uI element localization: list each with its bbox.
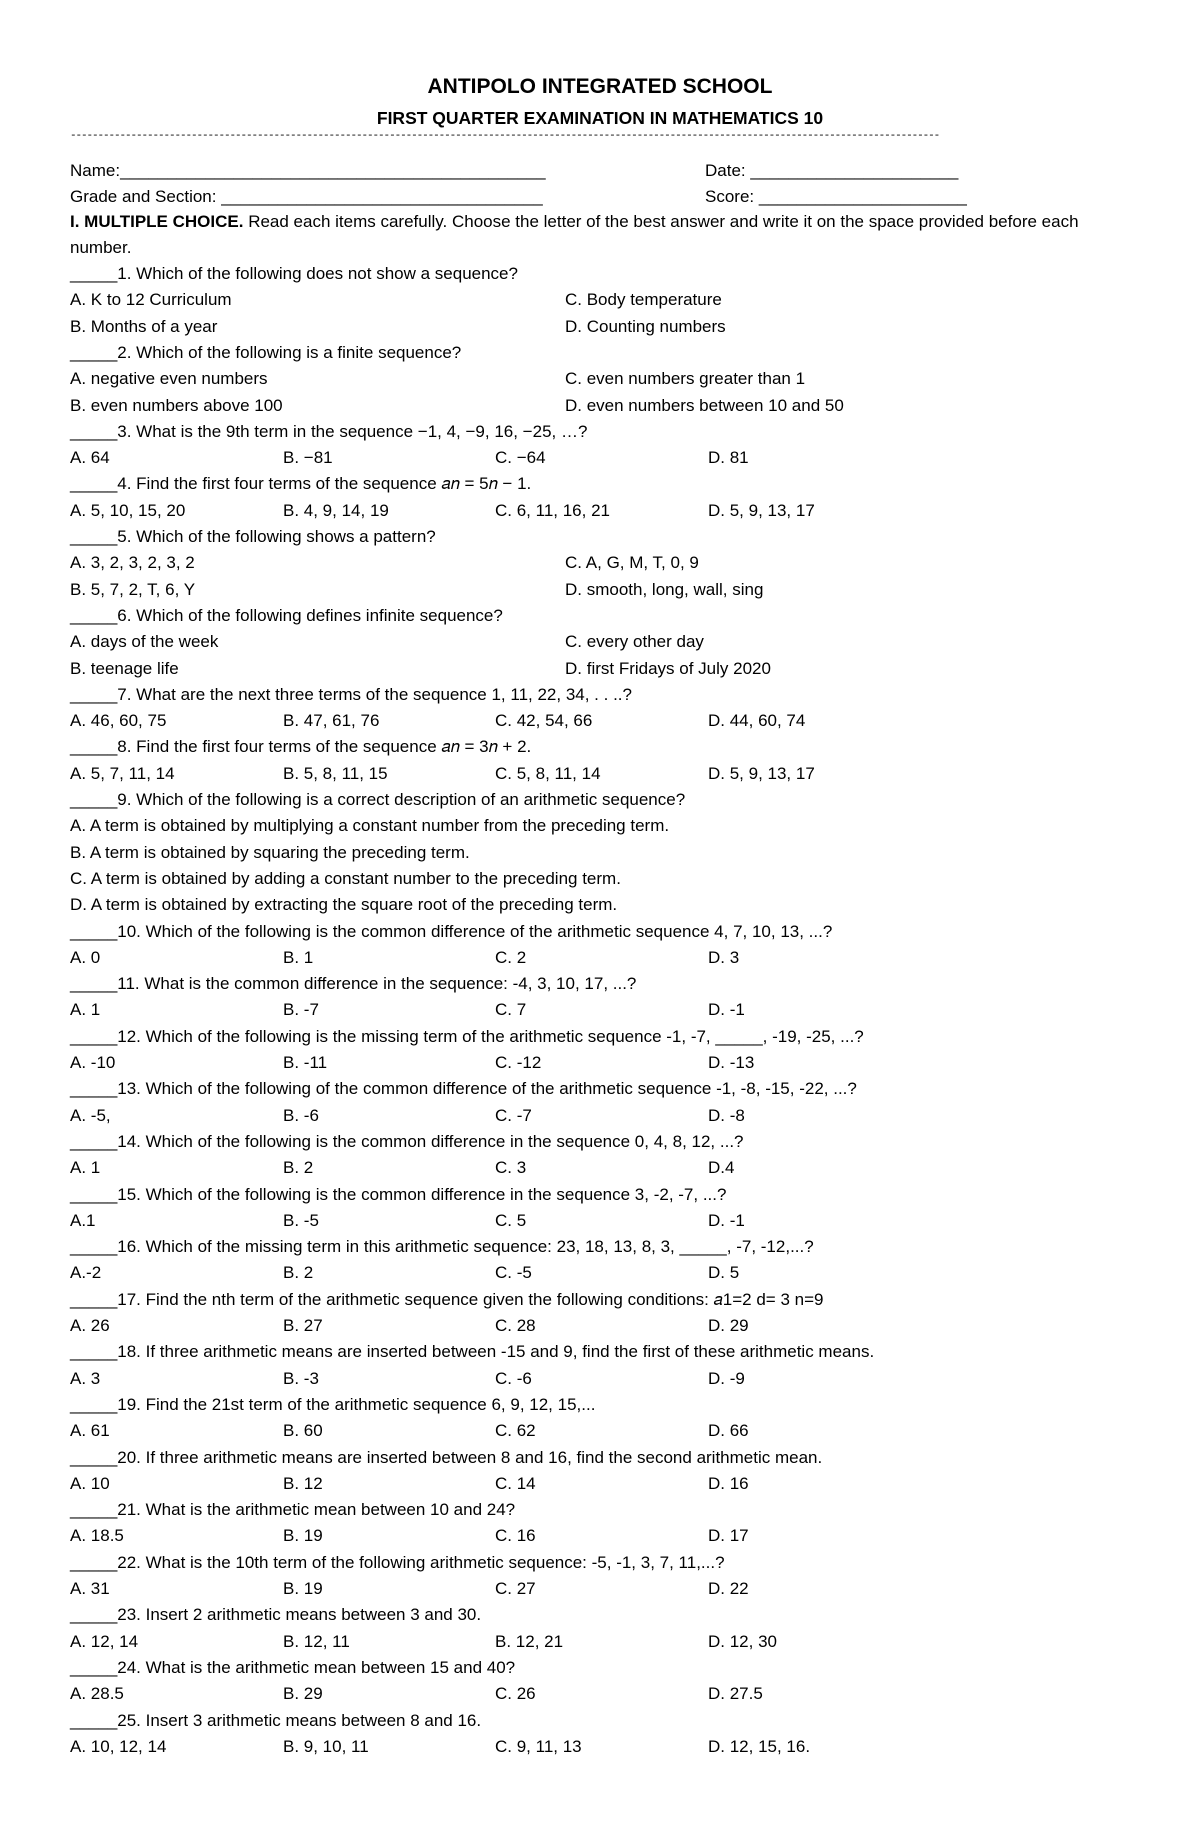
question-12: _____12. Which of the following is the missing term of the arithmetic sequence -1, -7, _____, -19, -25, ...? bbox=[70, 1026, 864, 1046]
choice-12-a: A. -10 bbox=[70, 1053, 116, 1072]
choice-19-b: B. 60 bbox=[283, 1421, 323, 1441]
question-16: _____16. Which of the missing term in this arithmetic sequence: 23, 18, 13, 8, 3, _____, -7, -12,...? bbox=[70, 1237, 814, 1257]
choice-17-c: C. 28 bbox=[495, 1316, 536, 1335]
choice-13-a: A. -5, bbox=[70, 1105, 111, 1125]
question-15: _____15. Which of the following is the common difference in the sequence 3, -2, -7, ...? bbox=[70, 1184, 727, 1204]
question-22: _____22. What is the 10th term of the following arithmetic sequence: -5, -1, 3, 7, 11,...? bbox=[70, 1552, 725, 1572]
choice-12-b: B. -11 bbox=[283, 1053, 328, 1072]
choice-11-b: B. -7 bbox=[283, 1000, 319, 1020]
choice-15-a: A.1 bbox=[70, 1210, 96, 1230]
choice-23-c: B. 12, 21 bbox=[495, 1631, 564, 1651]
choice-4-b: B. 4, 9, 14, 19 bbox=[283, 500, 389, 520]
choice-20-b: B. 12 bbox=[283, 1473, 323, 1493]
choice-17-b: B. 27 bbox=[283, 1316, 323, 1335]
choice-2-c: C. even numbers greater than 1 bbox=[565, 369, 806, 389]
choice-6-b: B. teenage life bbox=[70, 658, 179, 678]
choice-9-a: A. A term is obtained by multiplying a constant number from the preceding term. bbox=[70, 816, 670, 836]
choice-24-c: C. 26 bbox=[495, 1684, 536, 1704]
choice-9-c: C. A term is obtained by adding a constant number to the preceding term. bbox=[70, 868, 621, 888]
choice-8-d: D. 5, 9, 13, 17 bbox=[708, 763, 815, 783]
choice-1-c: C. Body temperature bbox=[565, 290, 722, 310]
choice-14-b: B. 2 bbox=[283, 1158, 314, 1178]
question-14: _____14. Which of the following is the common difference in the sequence 0, 4, 8, 12, ...? bbox=[70, 1131, 744, 1151]
choice-20-d: D. 16 bbox=[708, 1473, 749, 1493]
choice-8-b: B. 5, 8, 11, 15 bbox=[283, 763, 388, 783]
choice-5-d: D. smooth, long, wall, sing bbox=[565, 579, 764, 599]
question-10: _____10. Which of the following is the common difference of the arithmetic sequence 4, 7, 10, 13, ...? bbox=[70, 921, 833, 941]
choice-2-d: D. even numbers between 10 and 50 bbox=[565, 395, 844, 415]
choice-2-a: A. negative even numbers bbox=[70, 369, 268, 389]
question-24: _____24. What is the arithmetic mean between 15 and 40? bbox=[70, 1657, 516, 1677]
choice-18-a: A. 3 bbox=[70, 1368, 101, 1388]
choice-24-b: B. 29 bbox=[283, 1684, 323, 1704]
choice-3-b: B. −81 bbox=[283, 448, 333, 468]
choice-11-a: A. 1 bbox=[70, 1000, 101, 1020]
question-11: _____11. What is the common difference in the sequence: -4, 3, 10, 17, ...? bbox=[70, 974, 637, 994]
choice-12-d: D. -13 bbox=[708, 1053, 755, 1072]
choice-6-c: C. every other day bbox=[565, 632, 704, 652]
choice-10-d: D. 3 bbox=[708, 947, 740, 967]
choice-9-d: D. A term is obtained by extracting the square root of the preceding term. bbox=[70, 895, 618, 915]
choice-1-b: B. Months of a year bbox=[70, 316, 218, 336]
choice-24-a: A. 28.5 bbox=[70, 1684, 124, 1704]
date-field[interactable]: Date: ______________________ bbox=[705, 161, 959, 180]
choice-15-d: D. -1 bbox=[708, 1210, 745, 1230]
choice-20-c: C. 14 bbox=[495, 1473, 536, 1493]
choice-16-b: B. 2 bbox=[283, 1263, 314, 1283]
choice-15-c: C. 5 bbox=[495, 1210, 527, 1230]
choice-10-b: B. 1 bbox=[283, 947, 314, 967]
choice-22-a: A. 31 bbox=[70, 1579, 110, 1598]
choice-18-d: D. -9 bbox=[708, 1368, 745, 1388]
question-13: _____13. Which of the following of the common difference of the arithmetic sequence -1, -8, -15, -22, ...? bbox=[70, 1079, 857, 1099]
question-20: _____20. If three arithmetic means are inserted between 8 and 16, find the second arithmetic mean. bbox=[70, 1447, 823, 1467]
question-9: _____9. Which of the following is a correct description of an arithmetic sequence? bbox=[70, 790, 686, 809]
question-6: _____6. Which of the following defines infinite sequence? bbox=[70, 605, 503, 625]
choice-8-c: C. 5, 8, 11, 14 bbox=[495, 763, 601, 783]
choice-5-a: A. 3, 2, 3, 2, 3, 2 bbox=[70, 553, 195, 573]
choice-1-a: A. K to 12 Curriculum bbox=[70, 290, 232, 310]
choice-23-d: D. 12, 30 bbox=[708, 1631, 777, 1651]
choice-6-d: D. first Fridays of July 2020 bbox=[565, 658, 771, 678]
choice-17-a: A. 26 bbox=[70, 1316, 110, 1335]
question-3: _____3. What is the 9th term in the sequence −1, 4, −9, 16, −25, …? bbox=[70, 421, 588, 441]
choice-24-d: D. 27.5 bbox=[708, 1684, 763, 1704]
choice-4-d: D. 5, 9, 13, 17 bbox=[708, 500, 815, 520]
choice-18-b: B. -3 bbox=[283, 1368, 319, 1388]
question-4: _____4. Find the first four terms of the sequence 𝑎𝑛 = 5𝑛 − 1. bbox=[70, 474, 532, 494]
choice-13-c: C. -7 bbox=[495, 1105, 532, 1125]
choice-16-d: D. 5 bbox=[708, 1263, 740, 1283]
choice-16-a: A.-2 bbox=[70, 1263, 102, 1283]
choice-11-d: D. -1 bbox=[708, 1000, 745, 1020]
choice-25-a: A. 10, 12, 14 bbox=[70, 1736, 167, 1756]
choice-1-d: D. Counting numbers bbox=[565, 316, 726, 336]
choice-18-c: C. -6 bbox=[495, 1368, 532, 1388]
grade-section-field[interactable]: Grade and Section: __________________________________ bbox=[70, 187, 543, 206]
section-heading: I. MULTIPLE CHOICE. bbox=[70, 212, 244, 231]
choice-23-b: B. 12, 11 bbox=[283, 1631, 350, 1651]
choice-22-d: D. 22 bbox=[708, 1579, 749, 1598]
choice-3-d: D. 81 bbox=[708, 448, 749, 468]
question-23: _____23. Insert 2 arithmetic means between 3 and 30. bbox=[70, 1605, 482, 1625]
question-1: _____1. Which of the following does not show a sequence? bbox=[70, 264, 518, 283]
choice-21-c: C. 16 bbox=[495, 1526, 536, 1546]
score-field[interactable]: Score: ______________________ bbox=[705, 187, 967, 206]
choice-22-b: B. 19 bbox=[283, 1579, 323, 1598]
choice-23-a: A. 12, 14 bbox=[70, 1631, 139, 1651]
choice-17-d: D. 29 bbox=[708, 1316, 749, 1335]
choice-7-d: D. 44, 60, 74 bbox=[708, 711, 806, 731]
choice-7-b: B. 47, 61, 76 bbox=[283, 711, 380, 731]
choice-25-d: D. 12, 15, 16. bbox=[708, 1736, 811, 1756]
choice-10-c: C. 2 bbox=[495, 947, 527, 967]
school-name: ANTIPOLO INTEGRATED SCHOOL bbox=[427, 75, 773, 98]
exam-title: FIRST QUARTER EXAMINATION IN MATHEMATICS 10 bbox=[376, 108, 824, 128]
choice-19-c: C. 62 bbox=[495, 1421, 536, 1441]
choice-19-d: D. 66 bbox=[708, 1421, 749, 1441]
choice-14-c: C. 3 bbox=[495, 1158, 527, 1178]
choice-4-a: A. 5, 10, 15, 20 bbox=[70, 500, 186, 520]
question-18: _____18. If three arithmetic means are inserted between -15 and 9, find the first of these arithmetic means. bbox=[70, 1342, 875, 1362]
instructions bbox=[70, 209, 1130, 261]
choice-13-b: B. -6 bbox=[283, 1105, 319, 1125]
question-2: _____2. Which of the following is a finite sequence? bbox=[70, 342, 462, 362]
question-25: _____25. Insert 3 arithmetic means between 8 and 16. bbox=[70, 1710, 482, 1730]
choice-13-d: D. -8 bbox=[708, 1105, 745, 1125]
choice-20-a: A. 10 bbox=[70, 1473, 110, 1493]
choice-11-c: C. 7 bbox=[495, 1000, 527, 1020]
question-7: _____7. What are the next three terms of the sequence 1, 11, 22, 34, . . ..? bbox=[70, 684, 632, 704]
choice-8-a: A. 5, 7, 11, 14 bbox=[70, 763, 175, 783]
choice-14-a: A. 1 bbox=[70, 1158, 101, 1178]
choice-19-a: A. 61 bbox=[70, 1421, 110, 1441]
choice-14-d: D.4 bbox=[708, 1158, 735, 1178]
instructions-text: Read each items carefully. Choose the letter of the best answer and write it on the space provided before each number. bbox=[70, 212, 1079, 257]
choice-15-b: B. -5 bbox=[283, 1210, 319, 1230]
choice-7-c: C. 42, 54, 66 bbox=[495, 711, 593, 731]
divider-rule: -------------------------------------------------------------------------------------------------------------------------------------------------------------- bbox=[70, 130, 940, 142]
choice-22-c: C. 27 bbox=[495, 1579, 536, 1598]
choice-6-a: A. days of the week bbox=[70, 632, 219, 652]
question-5: _____5. Which of the following shows a pattern? bbox=[70, 527, 436, 546]
choice-9-b: B. A term is obtained by squaring the preceding term. bbox=[70, 842, 470, 862]
choice-5-c: C. A, G, M, T, 0, 9 bbox=[565, 553, 699, 573]
choice-2-b: B. even numbers above 100 bbox=[70, 395, 283, 415]
choice-21-a: A. 18.5 bbox=[70, 1526, 124, 1546]
question-17: _____17. Find the nth term of the arithmetic sequence given the following conditions: 𝑎1=2 d= 3 n=9 bbox=[70, 1289, 824, 1309]
choice-5-b: B. 5, 7, 2, T, 6, Y bbox=[70, 579, 196, 599]
choice-25-b: B. 9, 10, 11 bbox=[283, 1736, 369, 1756]
name-field[interactable]: Name:_____________________________________________ bbox=[70, 161, 546, 180]
choice-21-b: B. 19 bbox=[283, 1526, 323, 1546]
choice-3-c: C. −64 bbox=[495, 448, 546, 468]
question-19: _____19. Find the 21st term of the arithmetic sequence 6, 9, 12, 15,... bbox=[70, 1394, 596, 1414]
choice-25-c: C. 9, 11, 13 bbox=[495, 1736, 582, 1756]
choice-21-d: D. 17 bbox=[708, 1526, 749, 1546]
choice-10-a: A. 0 bbox=[70, 947, 101, 967]
choice-16-c: C. -5 bbox=[495, 1263, 532, 1283]
question-21: _____21. What is the arithmetic mean between 10 and 24? bbox=[70, 1500, 516, 1520]
choice-12-c: C. -12 bbox=[495, 1053, 542, 1072]
question-8: _____8. Find the first four terms of the sequence 𝑎𝑛 = 3𝑛 + 2. bbox=[70, 737, 532, 757]
choice-3-a: A. 64 bbox=[70, 448, 110, 468]
choice-4-c: C. 6, 11, 16, 21 bbox=[495, 500, 610, 520]
choice-7-a: A. 46, 60, 75 bbox=[70, 711, 167, 731]
